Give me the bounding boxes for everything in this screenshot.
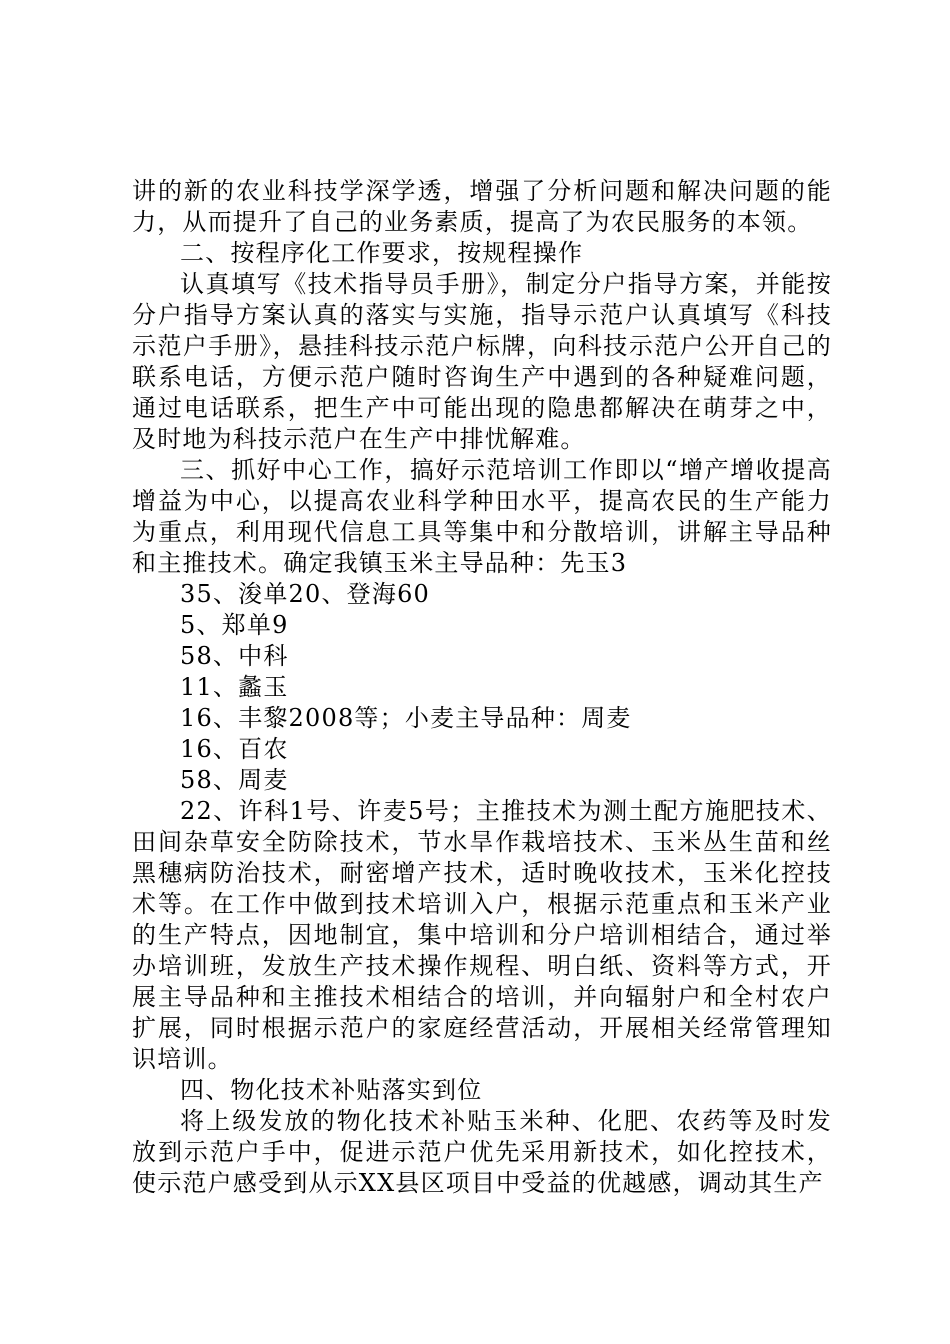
list-item: 16、百农 (180, 735, 289, 763)
list-item: 58、中科 (180, 642, 289, 670)
list-item: 35、浚单20、登海60 (180, 580, 431, 608)
list-item: 5、郑单9 (180, 611, 289, 639)
document-page (132, 176, 832, 1199)
paragraph-technologies: 22、许科1号、许麦5号；主推技术为测土配方施肥技术、田间杂草安全防除技术，节水旱作栽培技术、玉米丛生苗和丝黑穗病防治技术，耐密增产技术，适时晚收技术，玉米化控技术等。在工作中做到技术培训入户，根据示范重点和玉米产业的生产特点，因地制宜，集中培训和分户培训相结合，通过举办培训班，发放生产技术操作规程、明白纸、资料等方式，开展主导品种和主推技术相结合的培训，并向辐射户和全村农户扩展，同时根据示范户的家庭经营活动，开展相关经常管理知识培训。 (132, 797, 832, 1073)
heading-section-2: 二、按程序化工作要求，按规程操作 (180, 239, 584, 267)
paragraph-section-4: 将上级发放的物化技术补贴玉米种、化肥、农药等及时发放到示范户手中，促进示范户优先采用新技术，如化控技术，使示范户感受到从示XX县区项目中受益的优越感，调动其生产 (132, 1107, 832, 1197)
paragraph-intro-continuation: 讲的新的农业科技学深学透，增强了分析问题和解决问题的能力，从而提升了自己的业务素质，提高了为农民服务的本领。 (132, 177, 832, 236)
list-item: 16、丰黎2008等；小麦主导品种：周麦 (180, 704, 632, 732)
paragraph-section-3: 三、抓好中心工作，搞好示范培训工作即以“增产增收提高增益为中心，以提高农业科学种田水平，提高农民的生产能力为重点，利用现代信息工具等集中和分散培训，讲解主导品种和主推技术。确定我镇玉米主导品种：先玉3 (132, 456, 832, 577)
heading-section-4: 四、物化技术补贴落实到位 (180, 1076, 483, 1104)
list-item: 11、蠡玉 (180, 673, 289, 701)
paragraph-section-2: 认真填写《技术指导员手册》，制定分户指导方案，并能按分户指导方案认真的落实与实施，指导示范户认真填写《科技示范户手册》，悬挂科技示范户标牌，向科技示范户公开自己的联系电话，方便示范户随时咨询生产中遇到的各种疑难问题，通过电话联系，把生产中可能出现的隐患都解决在萌芽之中，及时地为科技示范户在生产中排忧解难。 (132, 270, 832, 453)
list-item: 58、周麦 (180, 766, 289, 794)
